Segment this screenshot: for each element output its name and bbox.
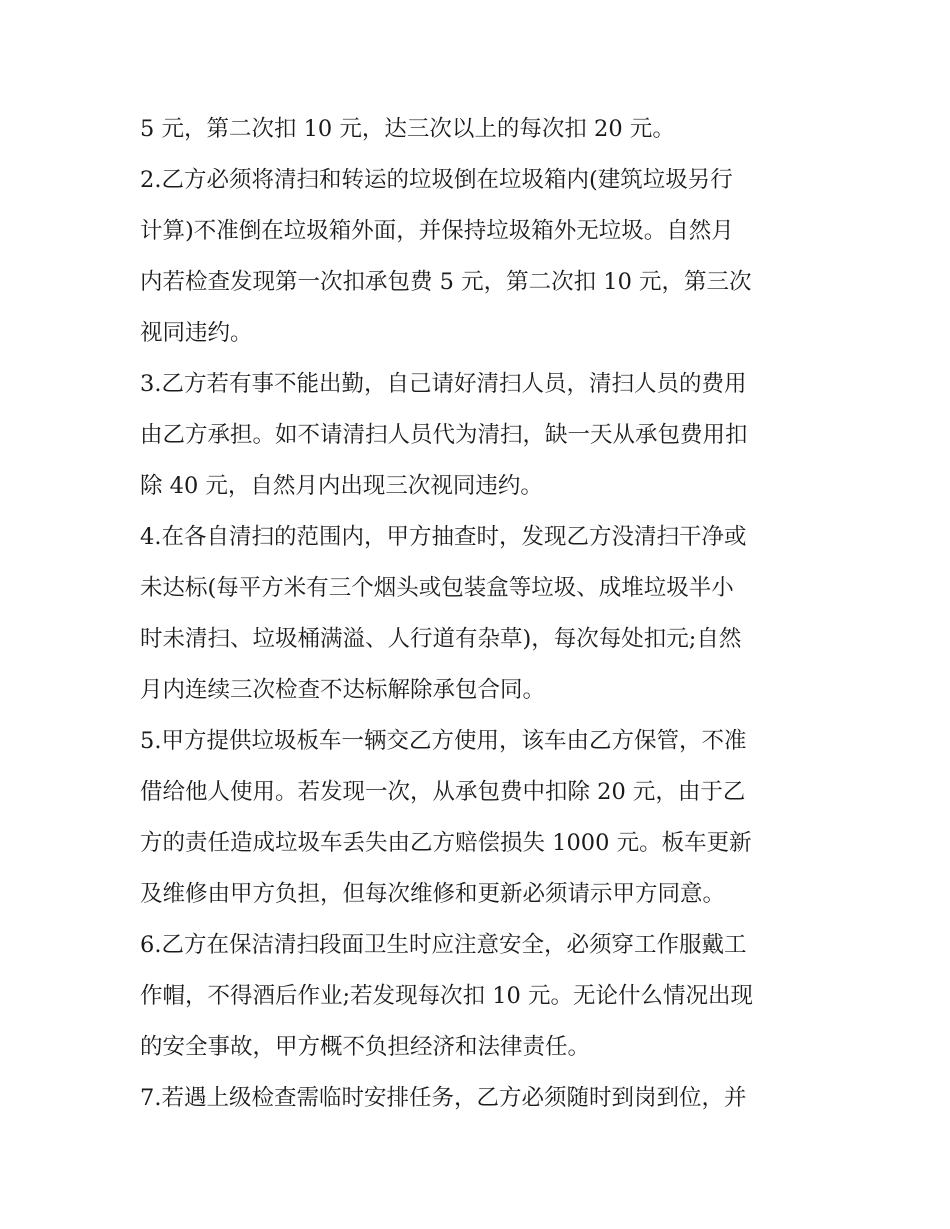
text-line: 时未清扫、垃圾桶满溢、人行道有杂草)，每次每处扣元;自然 xyxy=(140,626,742,652)
text-line: 内若检查发现第一次扣承包费 5 元，第二次扣 10 元，第三次 xyxy=(140,269,752,295)
text-line: 方的责任造成垃圾车丢失由乙方赔偿损失 1000 元。板车更新 xyxy=(140,830,752,856)
text-line: 月内连续三次检查不达标解除承包合同。 xyxy=(140,677,546,703)
text-line: 未达标(每平方米有三个烟头或包装盒等垃圾、成堆垃圾半小 xyxy=(140,575,734,601)
document-body xyxy=(140,104,820,1124)
text-line: 4.在各自清扫的范围内，甲方抽查时，发现乙方没清扫干净或 xyxy=(140,524,747,550)
text-line: 3.乙方若有事不能出勤，自己请好清扫人员，清扫人员的费用 xyxy=(140,371,747,397)
text-line: 5 元，第二次扣 10 元，达三次以上的每次扣 20 元。 xyxy=(140,116,675,142)
text-line: 计算)不准倒在垃圾箱外面，并保持垃圾箱外无垃圾。自然月 xyxy=(140,218,734,244)
text-line: 作帽，不得酒后作业;若发现每次扣 10 元。无论什么情况出现 xyxy=(140,983,754,1009)
text-line: 借给他人使用。若发现一次，从承包费中扣除 20 元，由于乙 xyxy=(140,779,746,805)
text-line: 5.甲方提供垃圾板车一辆交乙方使用，该车由乙方保管，不准 xyxy=(140,728,747,754)
text-line: 及维修由甲方负担，但每次维修和更新必须请示甲方同意。 xyxy=(140,881,726,907)
text-line: 的安全事故，甲方概不负担经济和法律责任。 xyxy=(140,1034,591,1060)
text-line: 7.若遇上级检查需临时安排任务，乙方必须随时到岗到位，并 xyxy=(140,1085,747,1111)
text-line: 由乙方承担。如不请清扫人员代为清扫，缺一天从承包费用扣 xyxy=(140,422,748,448)
text-line: 视同违约。 xyxy=(140,320,253,346)
text-line: 6.乙方在保洁清扫段面卫生时应注意安全，必须穿工作服戴工 xyxy=(140,932,747,958)
text-line: 除 40 元，自然月内出现三次视同违约。 xyxy=(140,473,543,499)
text-line: 2.乙方必须将清扫和转运的垃圾倒在垃圾箱内(建筑垃圾另行 xyxy=(140,167,733,193)
